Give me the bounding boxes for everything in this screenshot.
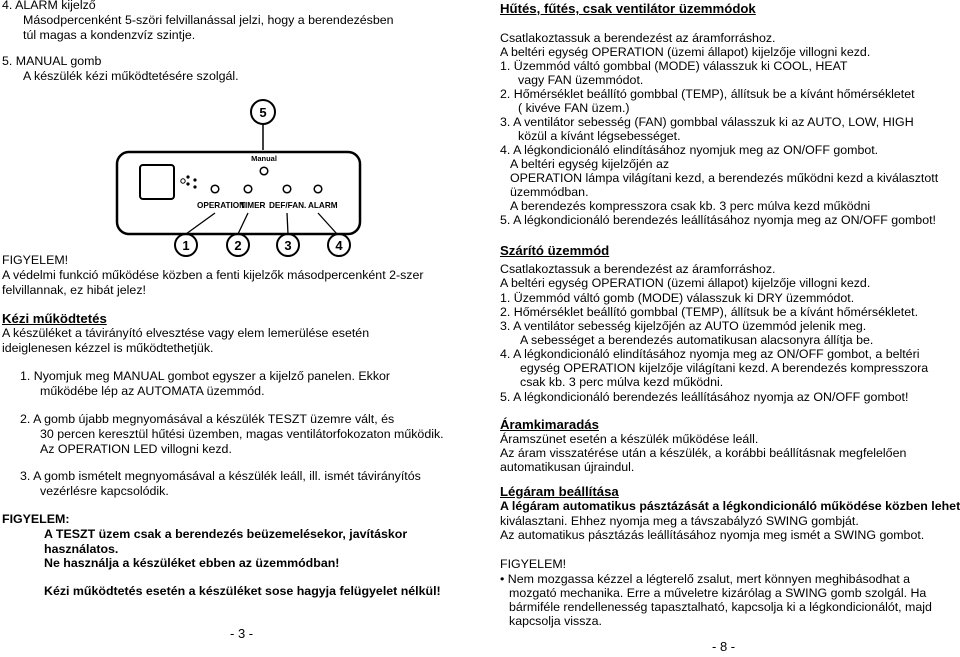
cool-line-10: A beltéri egység kijelzőjén az [510, 157, 670, 171]
cool-line-5: 2. Hőmérséklet beállító gombbal (TEMP), állítsuk be a kívánt hőmérsékletet [500, 87, 915, 101]
airflow-line-1: A légáram automatikus pásztázását a légkondicionáló működése közben lehet [500, 499, 960, 513]
page-number-right: - 8 - [712, 639, 736, 654]
cool-line-3: 1. Üzemmód váltó gombbal (MODE) válasszuk ki COOL, HEAT [500, 59, 848, 73]
airflow-line-3: Az automatikus pásztázás leállításához nyomja meg ismét a SWING gombot. [500, 528, 925, 542]
dry-line-2: A beltéri egység OPERATION (üzemi állapot) kijelzője villogni kezd. [500, 276, 871, 290]
operation-led [211, 185, 219, 193]
alarm-led [314, 185, 322, 193]
callout-4-leader [318, 213, 337, 234]
receiver-window [140, 165, 174, 199]
item4-desc-2: túl magas a kondenzvíz szintje. [23, 28, 196, 42]
manual-button[interactable] [260, 167, 268, 175]
cool-line-7: 3. A ventilátor sebesség (FAN) gombbal válasszuk ki az AUTO, LOW, HIGH [500, 115, 914, 129]
dry-line-4: 2. Hőmérséklet beállító gombbal (TEMP), állítsuk be a kívánt hőmérsékletet. [500, 305, 919, 319]
step-3-line-1: 3. A gomb ismételt megnyomásával a készülék leáll, ill. ismét távirányítós [20, 469, 421, 483]
timer-led [244, 185, 252, 193]
cool-line-12: üzemmódban. [510, 185, 589, 199]
left-page [0, 0, 470, 657]
outage-line-2: Az áram visszatérése után a készülék, a korábbi beállításnak megfelelően [500, 446, 907, 460]
warning-1-title: FIGYELEM! [2, 253, 69, 267]
cool-line-11: OPERATION lámpa világítani kezd, a berendezés működni kezd a kiválasztott [510, 171, 939, 185]
cool-line-4: vagy FAN üzemmódot. [518, 73, 644, 87]
heading-dry-mode: Szárító üzemmód [500, 243, 610, 258]
heading-cool-heat-fan: Hűtés, fűtés, csak ventilátor üzemmódok [500, 1, 756, 16]
callout-3-number: 3 [284, 238, 292, 253]
warning-2-line-1: A TESZT üzem csak a berendezés beüzemelésekor, javításkor [44, 527, 408, 541]
callout-2-leader [238, 213, 248, 234]
callout-5-number: 5 [259, 105, 267, 120]
callout-1-leader [186, 213, 215, 234]
cool-line-13: A berendezés kompresszora csak kb. 3 perc múlva kezd működni [510, 199, 871, 213]
dry-line-1: Csatlakoztassuk a berendezést az áramforráshoz. [500, 262, 776, 276]
warning-2-line-3: Ne használja a készüléket ebben az üzemmódban! [44, 556, 340, 570]
dry-line-3: 1. Üzemmód váltó gomb (MODE) válasszuk ki DRY üzemmódot. [500, 291, 855, 305]
def-fan-led [283, 185, 291, 193]
manual-operation-heading: Kézi működtetés [2, 311, 107, 326]
airflow-line-2: kiválasztani. Ehhez nyomja meg a távszabályzó SWING gombját. [500, 514, 859, 528]
dry-line-7: 4. A légkondicionáló elindításához nyomja meg az ON/OFF gombot, a beltéri [500, 347, 920, 361]
dry-line-6: A sebességet a berendezés automatikusan alacsonyra állítja be. [520, 333, 874, 347]
cool-line-9: 4. A légkondicionáló elindításához nyomjuk meg az ON/OFF gombot. [500, 143, 879, 157]
step-2-line-2: 30 percen keresztül hűtési üzemben, magas ventilátorfokozaton működik. [40, 427, 444, 441]
cool-line-8: közül a kívánt légsebességet. [518, 129, 681, 143]
manual-intro-2: ideiglenesen kézzel is működtethetjük. [2, 341, 214, 355]
callout-3-leader [287, 213, 288, 234]
warning-2-title: FIGYELEM: [2, 512, 70, 526]
dry-line-8: egység OPERATION kijelzője világítani kezd. A berendezés kompresszora [520, 361, 929, 375]
dry-line-10: 5. A légkondicionáló berendezés leállításához nyomja az ON/OFF gombot! [500, 390, 909, 404]
page-number-left: - 3 - [230, 626, 254, 641]
def-fan-label: DEF/FAN. [269, 201, 307, 210]
callout-1-number: 1 [182, 238, 190, 253]
outage-line-1: Áramszünet esetén a készülék működése leáll. [500, 432, 759, 446]
warning-3-line-3: bármiféle rendellenesség tapasztalható, kapcsolja ki a légkondicionálót, majd [509, 600, 932, 614]
callout-4-number: 4 [335, 238, 343, 253]
heading-power-outage: Áramkimaradás [500, 417, 599, 432]
sensor-dot [193, 178, 196, 181]
manual-label: Manual [251, 154, 277, 163]
dry-line-5: 3. A ventilátor sebesség kijelzőjén az AUTO üzemmód jelenik meg. [500, 319, 867, 333]
step-3-line-2: vezérlésre kapcsolódik. [40, 484, 169, 498]
cool-line-14: 5. A légkondicionáló berendezés leállításához nyomja meg az ON/OFF gombot! [500, 213, 936, 227]
manual-intro-1: A készüléket a távirányító elvesztése vagy elem lemerülése esetén [2, 326, 370, 340]
sensor-dot [186, 182, 189, 185]
operation-label: OPERATION [197, 201, 246, 210]
step-1-line-2: működébe lép az AUTOMATA üzemmód. [40, 384, 265, 398]
heading-airflow: Légáram beállítása [500, 484, 619, 499]
step-2-line-1: 2. A gomb újabb megnyomásával a készülék TESZT üzemre vált, és [20, 412, 395, 426]
sensor-dot [186, 175, 189, 178]
step-1-line-1: 1. Nyomjuk meg MANUAL gombot egyszer a kijelző panelen. Ekkor [20, 369, 391, 383]
warning-3-line-4: kapcsolja vissza. [509, 614, 602, 628]
item5-title: 5. MANUAL gomb [2, 54, 102, 68]
warning-2-line-2: használatos. [44, 542, 119, 556]
warning-3-line-2: mozgató mechanika. Erre a műveletre kizárólag a SWING gomb szolgál. Ha [509, 586, 927, 600]
right-page [498, 0, 960, 657]
item5-desc: A készülék kézi működtetésére szolgál. [23, 69, 239, 83]
cool-line-1: Csatlakoztassuk a berendezést az áramforráshoz. [500, 31, 776, 45]
sensor-ring [181, 179, 185, 183]
item4-title: 4. ALARM kijelző [2, 0, 96, 12]
warning-1-line-2: felvillannak, ez hibát jelez! [2, 283, 146, 297]
timer-label: TIMER [240, 201, 266, 210]
control-panel-diagram [0, 0, 470, 270]
alarm-label: ALARM [308, 201, 338, 210]
step-2-line-3: Az OPERATION LED villogni kezd. [40, 442, 232, 456]
dry-line-9: csak kb. 3 perc múlva kezd működni. [520, 375, 724, 389]
item4-desc-1: Másodpercenként 5-szöri felvillanással jelzi, hogy a berendezésben [23, 13, 394, 27]
cool-line-2: A beltéri egység OPERATION (üzemi állapot) kijelzője villogni kezd. [500, 45, 871, 59]
warning-2-line-4: Kézi működtetés esetén a készüléket sose hagyja felügyelet nélkül! [44, 584, 441, 598]
warning-3-line-1: • Nem mozgassa kézzel a légterelő zsalut, mert könnyen meghibásodhat a [500, 572, 910, 586]
callout-2-number: 2 [234, 238, 242, 253]
outage-line-3: automatikusan újraindul. [500, 460, 635, 474]
warning-3-title: FIGYELEM! [500, 557, 567, 571]
sensor-dot [193, 185, 196, 188]
cool-line-6: ( kivéve FAN üzem.) [518, 101, 630, 115]
warning-1-line-1: A védelmi funkció működése közben a fenti kijelzők másodpercenként 2-szer [2, 268, 424, 282]
